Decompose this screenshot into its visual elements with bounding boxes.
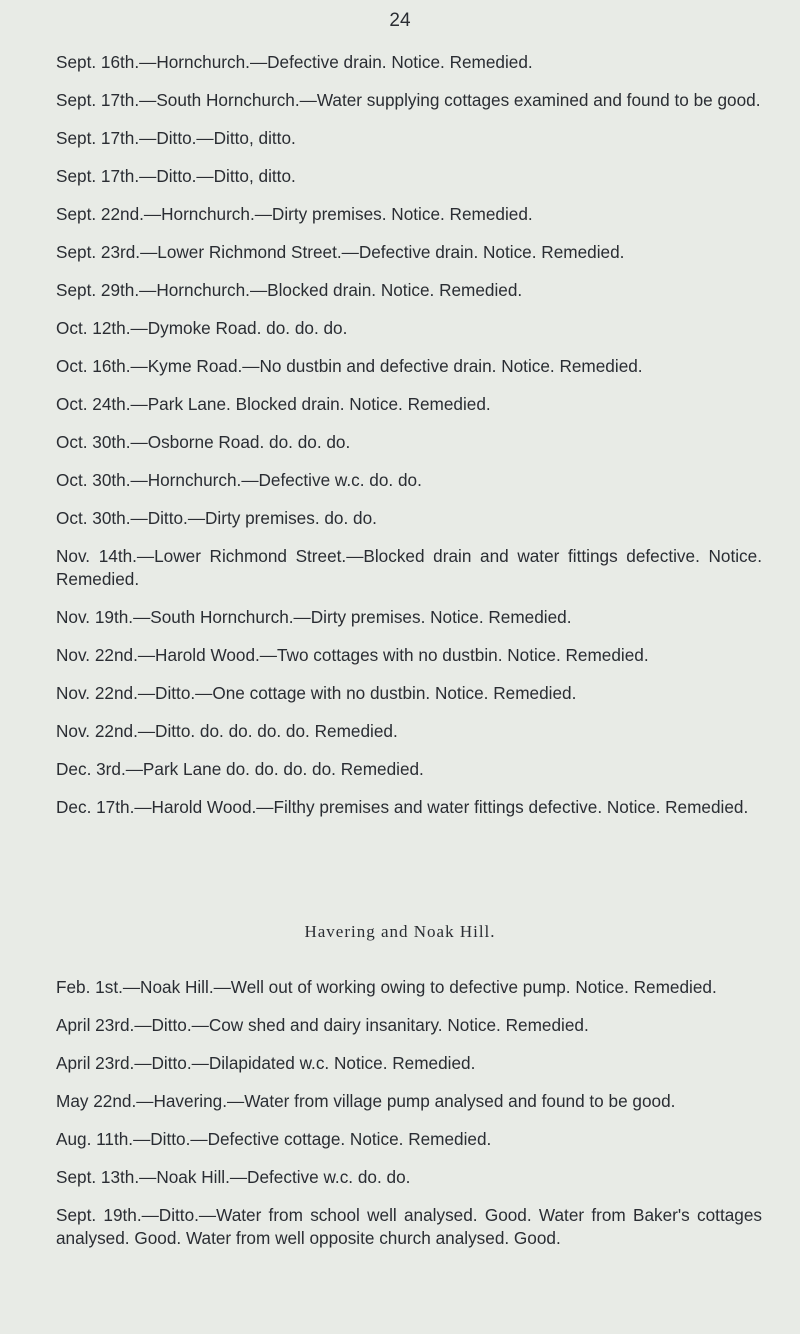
- section-entries-list: [56, 976, 762, 1265]
- entry-item: Feb. 1st.—Noak Hill.—Well out of working owing to defective pump. Notice. Remedied.: [56, 977, 717, 997]
- entry-item: Sept. 17th.—South Hornchurch.—Water supplying cottages examined and found to be good.: [56, 90, 761, 110]
- entry-item: Sept. 17th.—Ditto.—Ditto, ditto.: [56, 166, 296, 186]
- entry-item: Sept. 17th.—Ditto.—Ditto, ditto.: [56, 128, 296, 148]
- entry-item: Sept. 19th.—Ditto.—Water from school well analysed. Good. Water from Baker's cottages analysed. Good. Water from well opposite church analysed. Good.: [56, 1205, 762, 1248]
- entry-item: Oct. 30th.—Ditto.—Dirty premises. do. do.: [56, 508, 377, 528]
- entry-item: Sept. 13th.—Noak Hill.—Defective w.c. do. do.: [56, 1167, 411, 1187]
- entry-item: Sept. 29th.—Hornchurch.—Blocked drain. Notice. Remedied.: [56, 280, 523, 300]
- entry-item: Nov. 22nd.—Ditto.—One cottage with no dustbin. Notice. Remedied.: [56, 683, 577, 703]
- entry-item: Oct. 16th.—Kyme Road.—No dustbin and defective drain. Notice. Remedied.: [56, 356, 643, 376]
- section-heading: Havering and Noak Hill.: [304, 922, 496, 941]
- entry-item: Nov. 14th.—Lower Richmond Street.—Blocked drain and water fittings defective. Notice. Remedied.: [56, 546, 762, 589]
- entry-item: Nov. 22nd.—Ditto. do. do. do. do. Remedied.: [56, 721, 398, 741]
- entry-item: Aug. 11th.—Ditto.—Defective cottage. Notice. Remedied.: [56, 1129, 492, 1149]
- entry-item: April 23rd.—Ditto.—Cow shed and dairy insanitary. Notice. Remedied.: [56, 1015, 589, 1035]
- entry-item: May 22nd.—Havering.—Water from village pump analysed and found to be good.: [56, 1091, 676, 1111]
- page-number: 24: [389, 10, 411, 31]
- entry-item: April 23rd.—Ditto.—Dilapidated w.c. Notice. Remedied.: [56, 1053, 476, 1073]
- entry-item: Oct. 30th.—Osborne Road. do. do. do.: [56, 432, 351, 452]
- entry-item: Sept. 22nd.—Hornchurch.—Dirty premises. Notice. Remedied.: [56, 204, 533, 224]
- entry-item: Nov. 19th.—South Hornchurch.—Dirty premises. Notice. Remedied.: [56, 607, 572, 627]
- entries-list: [56, 51, 762, 834]
- entry-item: Sept. 16th.—Hornchurch.—Defective drain. Notice. Remedied.: [56, 52, 533, 72]
- entry-item: Dec. 17th.—Harold Wood.—Filthy premises and water fittings defective. Notice. Remedied.: [56, 797, 749, 817]
- entry-item: Dec. 3rd.—Park Lane do. do. do. do. Remedied.: [56, 759, 424, 779]
- entry-item: Oct. 12th.—Dymoke Road. do. do. do.: [56, 318, 348, 338]
- entry-item: Oct. 30th.—Hornchurch.—Defective w.c. do. do.: [56, 470, 422, 490]
- entry-item: Oct. 24th.—Park Lane. Blocked drain. Notice. Remedied.: [56, 394, 491, 414]
- entry-item: Sept. 23rd.—Lower Richmond Street.—Defective drain. Notice. Remedied.: [56, 242, 625, 262]
- entry-item: Nov. 22nd.—Harold Wood.—Two cottages with no dustbin. Notice. Remedied.: [56, 645, 649, 665]
